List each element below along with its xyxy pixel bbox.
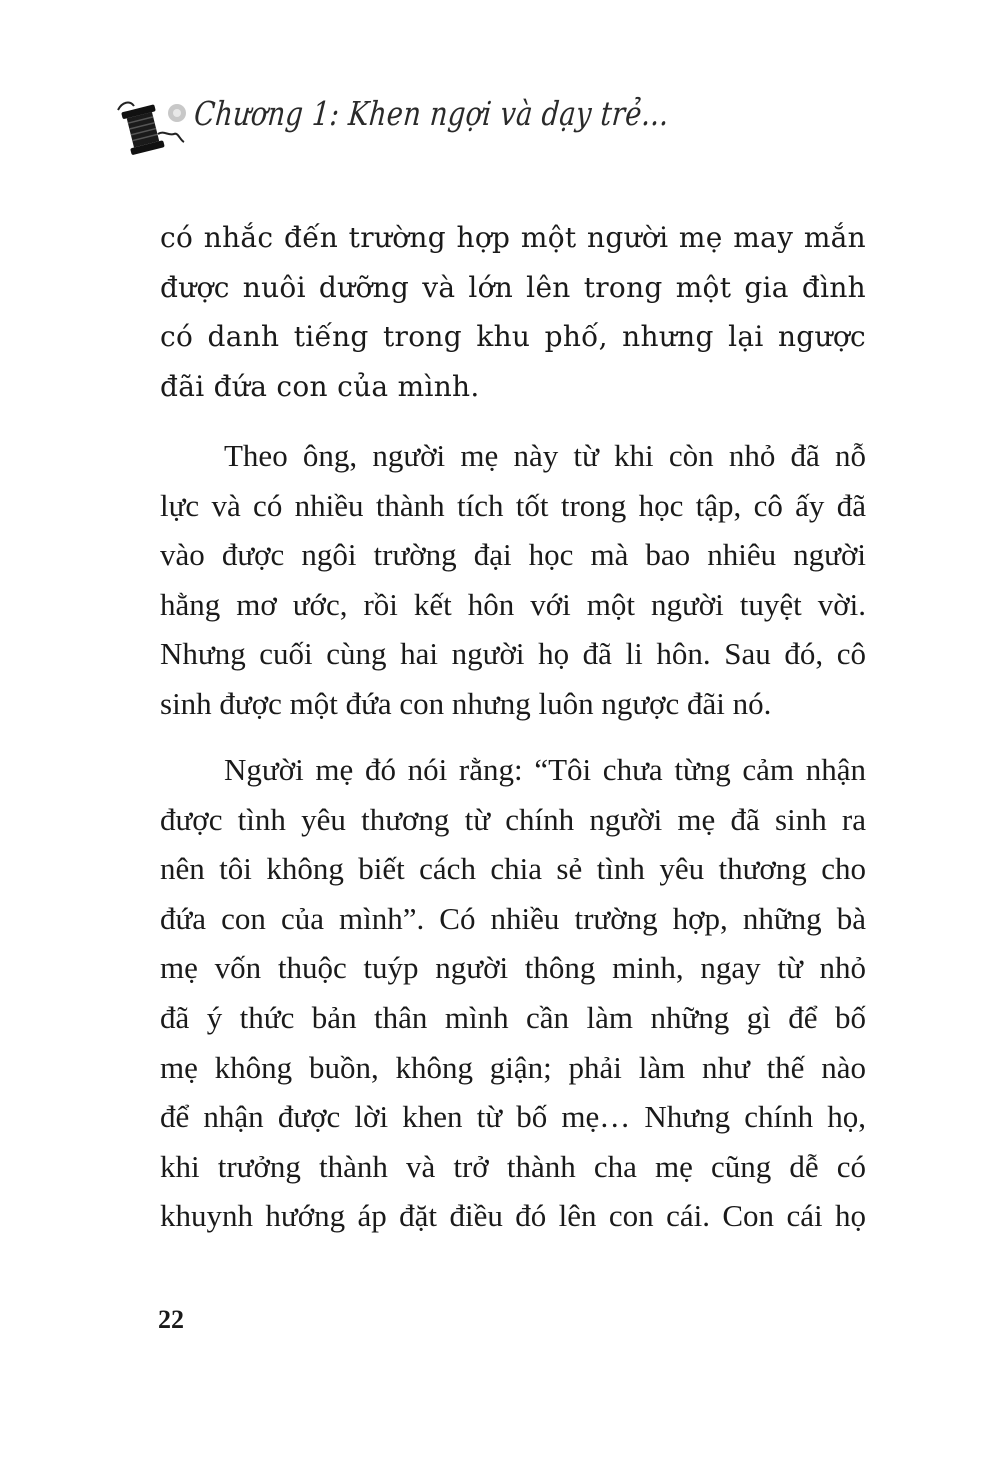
text-line: đãi đứa con của mình. (160, 369, 480, 403)
dot-ornament-icon (166, 102, 188, 124)
text-line: để nhận được lời khen từ bố mẹ… Nhưng chính họ, (160, 1099, 866, 1135)
text-line: được nuôi dưỡng và lớn lên trong một gia đình (160, 270, 866, 304)
text-line: Người mẹ đó nói rằng: “Tôi chưa từng cảm nhận (224, 752, 866, 787)
spool-of-thread-icon (112, 84, 192, 164)
text-line: có nhắc đến trường hợp một người mẹ may mắn (160, 221, 866, 254)
text-line: Theo ông, người mẹ này từ khi còn nhỏ đã nỗ (224, 438, 866, 473)
page-header (112, 84, 712, 164)
text-line: mẹ vốn thuộc tuýp người thông minh, ngay từ nhỏ (160, 950, 866, 986)
text-line: mẹ không buồn, không giận; phải làm như thế nào (160, 1049, 866, 1085)
running-head: Chương 1: Khen ngợi và dạy trẻ... (192, 94, 671, 133)
body-paragraph (160, 213, 866, 411)
text-line: nên tôi không biết cách chia sẻ tình yêu thương cho (160, 851, 866, 887)
text-line: đứa con của mình”. Có nhiều trường hợp, những bà (160, 900, 866, 936)
page-number: 22 (158, 1305, 184, 1334)
body-paragraph (160, 431, 866, 729)
text-line: có danh tiếng trong khu phố, nhưng lại ngược (160, 320, 866, 354)
text-line: sinh được một đứa con nhưng luôn ngược đãi nó. (160, 685, 772, 721)
text-line: Nhưng cuối cùng hai người họ đã li hôn. Sau đó, cô (160, 636, 866, 672)
text-line: lực và có nhiều thành tích tốt trong học tập, cô ấy đã (160, 487, 866, 523)
text-line: khi trưởng thành và trở thành cha mẹ cũng dễ có (160, 1148, 866, 1184)
text-line: đã ý thức bản thân mình cần làm những gì để bố (160, 999, 866, 1035)
text-line: được tình yêu thương từ chính người mẹ đã sinh ra (160, 801, 866, 837)
text-line: vào được ngôi trường đại học mà bao nhiêu người (160, 537, 866, 573)
body-paragraph (160, 745, 866, 1241)
text-line: hằng mơ ước, rồi kết hôn với một người tuyệt vời. (160, 586, 866, 622)
text-line: khuynh hướng áp đặt điều đó lên con cái. Con cái họ (160, 1198, 866, 1234)
